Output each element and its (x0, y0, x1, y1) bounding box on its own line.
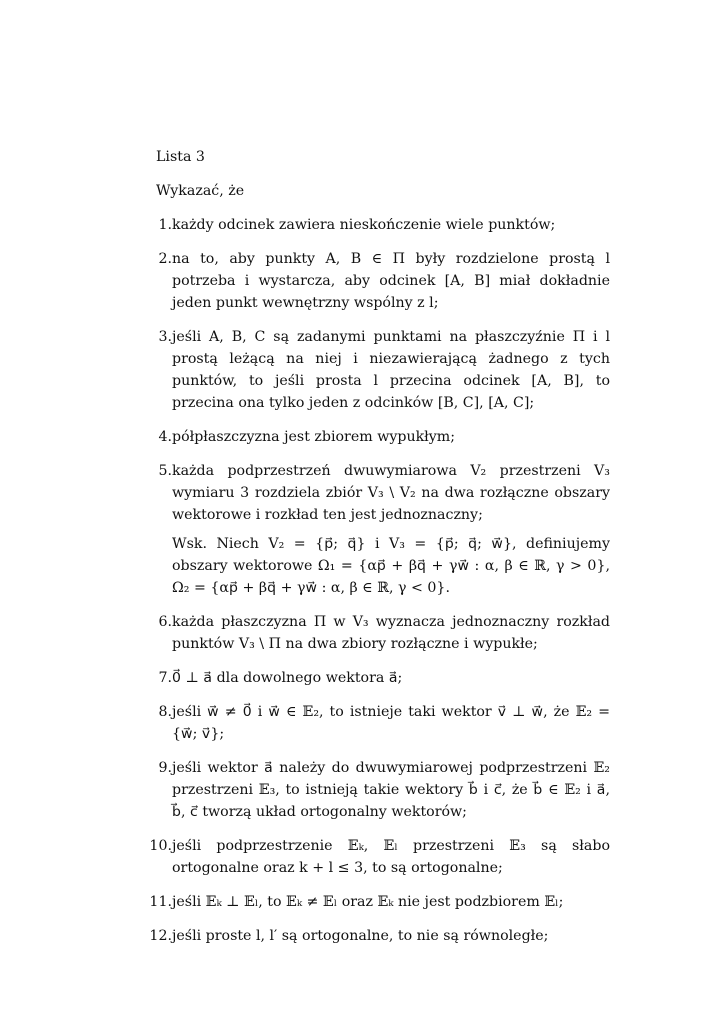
item-number: 10. (149, 838, 172, 854)
list-title: Lista 3 (156, 149, 205, 165)
list-item (146, 248, 610, 314)
item-number: 7. (158, 670, 172, 686)
list-item (146, 326, 610, 414)
list-item (146, 460, 610, 599)
item-body (172, 460, 610, 599)
item-text: jeśli proste l, l′ są ortogonalne, to nie są równoległe; (172, 928, 549, 944)
item-text: jeśli wektor a⃗ należy do dwuwymiarowej podprzestrzeni 𝔼₂ przestrzeni 𝔼₃, to istnieją takie wektory b⃗ i c⃗, że b⃗ ∈ 𝔼₂ i a⃗, b⃗, c⃗ tworzą układ ortogonalny wektorów; (172, 760, 610, 820)
item-text: półpłaszczyzna jest zbiorem wypukłym; (172, 429, 456, 445)
list-item (146, 426, 610, 448)
item-number: 6. (158, 614, 172, 630)
item-text: jeśli podprzestrzenie 𝔼ₖ, 𝔼ₗ przestrzeni 𝔼₃ są słabo ortogonalne oraz k + l ≤ 3, to są ortogonalne; (172, 838, 610, 876)
item-text: 0⃗ ⊥ a⃗ dla dowolnego wektora a⃗; (172, 670, 403, 686)
list-item (146, 701, 610, 745)
item-text: jeśli 𝔼ₖ ⊥ 𝔼ₗ, to 𝔼ₖ ≠ 𝔼ₗ oraz 𝔼ₖ nie jest podzbiorem 𝔼ₗ; (172, 894, 564, 910)
hint-text: Wsk. Niech V₂ = {p⃗; q⃗} i V₃ = {p⃗; q⃗; w⃗}, definiujemy obszary wektorowe Ω₁ = {αp⃗ + βq⃗ + γw⃗ : α, β ∈ ℝ, γ > 0}, Ω₂ = {αp⃗ + βq⃗ + γw⃗ : α, β ∈ ℝ, γ < 0}. (172, 536, 610, 596)
list-item (146, 925, 610, 947)
item-number: 9. (158, 760, 172, 776)
item-text: każda podprzestrzeń dwuwymiarowa V₂ przestrzeni V₃ wymiaru 3 rozdziela zbiór V₃ \ V₂ na dwa rozłączne obszary wektorowe i rozkład ten jest jednoznaczny; (172, 463, 610, 523)
item-number: 11. (149, 894, 172, 910)
item-text: każda płaszczyzna Π w V₃ wyznacza jednoznaczny rozkład punktów V₃ \ Π na dwa zbiory rozłączne i wypukłe; (172, 614, 610, 652)
list-item (146, 611, 610, 655)
list-item (146, 757, 610, 823)
item-number: 2. (158, 251, 172, 267)
item-number: 5. (158, 463, 172, 479)
item-text: każdy odcinek zawiera nieskończenie wiele punktów; (172, 217, 556, 233)
item-text: na to, aby punkty A, B ∈ Π były rozdzielone prostą l potrzeba i wystarcza, aby odcinek [A, B] miał dokładnie jeden punkt wewnętrzny wspólny z l; (172, 251, 610, 311)
item-number: 3. (158, 329, 172, 345)
item-text: jeśli w⃗ ≠ 0⃗ i w⃗ ∈ 𝔼₂, to istnieje taki wektor v⃗ ⊥ w⃗, że 𝔼₂ = {w⃗; v⃗}; (172, 704, 610, 742)
item-number: 8. (158, 704, 172, 720)
item-text: jeśli A, B, C są zadanymi punktami na płaszczyźnie Π i l prostą leżącą na niej i niezawierającą żadnego z tych punktów, to jeśli prosta l przecina odcinek [A, B], to przecina ona tylko jeden z odcinków [B, C], [A, C]; (172, 329, 610, 411)
list-item (146, 835, 610, 879)
item-number: 12. (149, 928, 172, 944)
list-item (146, 891, 610, 913)
document-content (146, 146, 610, 959)
problem-list (146, 214, 610, 947)
list-item (146, 667, 610, 689)
item-number: 1. (158, 217, 172, 233)
item-number: 4. (158, 429, 172, 445)
list-item (146, 214, 610, 236)
intro-text: Wykazać, że (156, 183, 245, 199)
